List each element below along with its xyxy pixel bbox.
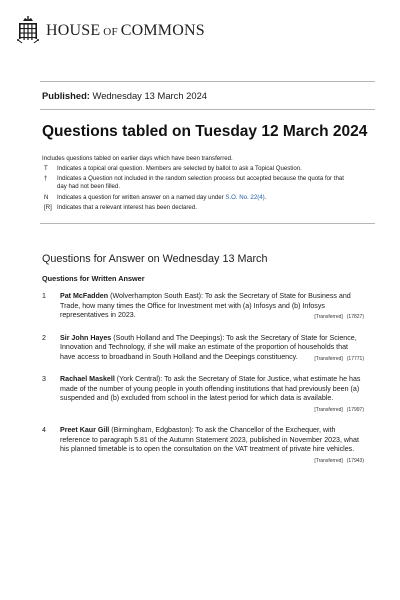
section-heading: Questions for Answer on Wednesday 13 March [42,253,268,265]
house-word: HOUSE [46,22,101,39]
legend-description: Indicates that a relevant interest has been declared. [57,203,197,211]
legend-symbol: N [44,193,49,201]
question-text: To ask the Secretary of State for Justice, what estimate he has made of the number of young people in youth offending institutions that had previously been (a) suspended and (b) excluded from school in the latest period for which data is available. [60,375,361,402]
question-body [60,426,364,466]
intro-text: Includes questions tabled on earlier days which have been transferred. [42,155,233,162]
question-number: 4 [42,426,46,434]
question-item [42,334,364,365]
member-constituency: (York Central): [116,375,163,383]
legend-item [42,175,352,191]
member-name: Preet Kaur Gill [60,426,110,434]
published-date: Wednesday 13 March 2024 [92,90,208,101]
member-name: Rachael Maskell [60,375,115,383]
section-divider [40,223,375,224]
question-body [60,334,364,365]
legend-symbol: [R] [44,203,52,211]
member-name: Pat McFadden [60,292,109,300]
question-reference [314,313,364,323]
legend-description: Indicates a Question not included in the random selection process but accepted because the quota for that day had not been filled. [57,175,344,191]
question-item [42,292,364,323]
house-of-commons-header [16,14,205,48]
question-item [42,375,364,415]
legend-symbol: T [44,165,48,172]
member-constituency: (Birmingham, Edgbaston): [111,426,194,434]
question-reference [314,406,364,416]
legend-item [42,204,352,212]
of-word: OF [103,26,118,38]
published-divider [40,109,375,110]
question-body [60,292,364,323]
legend-symbol: † [44,175,48,183]
member-constituency: (South Holland and The Deepings): [113,333,225,342]
question-reference [314,355,364,365]
top-divider [40,81,375,82]
member-constituency: (Wolverhampton South East): [110,292,203,300]
question-id: (17943) [346,457,364,464]
question-number: 1 [42,292,46,300]
symbol-legend [42,165,352,214]
question-id: (17827) [346,314,364,320]
transferred-status: [Transferred] [314,457,343,464]
question-reference [314,457,364,467]
question-body [60,375,364,415]
question-number: 2 [42,333,46,342]
transferred-status: [Transferred] [314,355,343,362]
legend-description: Indicates a topical oral question. Members are selected by ballot to ask a Topical Question. [57,165,302,172]
house-of-commons-wordmark [46,22,205,40]
transferred-status: [Transferred] [314,406,343,413]
transferred-status: [Transferred] [314,314,343,320]
portcullis-icon [16,16,40,46]
standing-order-link[interactable]: S.O. No. 22(4) [225,193,265,201]
legend-description: Indicates a question for written answer on a named day under S.O. No. 22(4). [57,193,267,201]
question-number: 3 [42,375,46,383]
question-text: To ask the Secretary of State for Science, Innovation and Technology, if she will make an estimate of the proportion of households that have access to broadband in South Holland and the Deepings constituency. [60,333,357,361]
sub-heading: Questions for Written Answer [42,274,145,283]
commons-word: COMMONS [120,22,205,39]
legend-item [42,194,352,202]
question-text: To ask the Chancellor of the Exchequer, with reference to paragraph 5.81 of the Autumn Statement 2023, published in November 2023, what his planned timetable is to open the consultation on the VAT treatment of private hire vehicles. [60,426,359,453]
published-line [42,90,207,101]
question-item [42,426,364,466]
question-text: To ask the Secretary of State for Business and Trade, how many times the Office for Investment met with (a) Infosys and (b) Infosys representatives in 2023. [60,292,351,319]
question-list [42,292,364,477]
member-name: Sir John Hayes [60,333,112,342]
legend-item [42,165,352,173]
question-id: (17771) [346,355,364,362]
published-label: Published: [42,90,90,101]
question-id: (17997) [346,406,364,413]
page-title: Questions tabled on Tuesday 12 March 2024 [42,123,368,140]
